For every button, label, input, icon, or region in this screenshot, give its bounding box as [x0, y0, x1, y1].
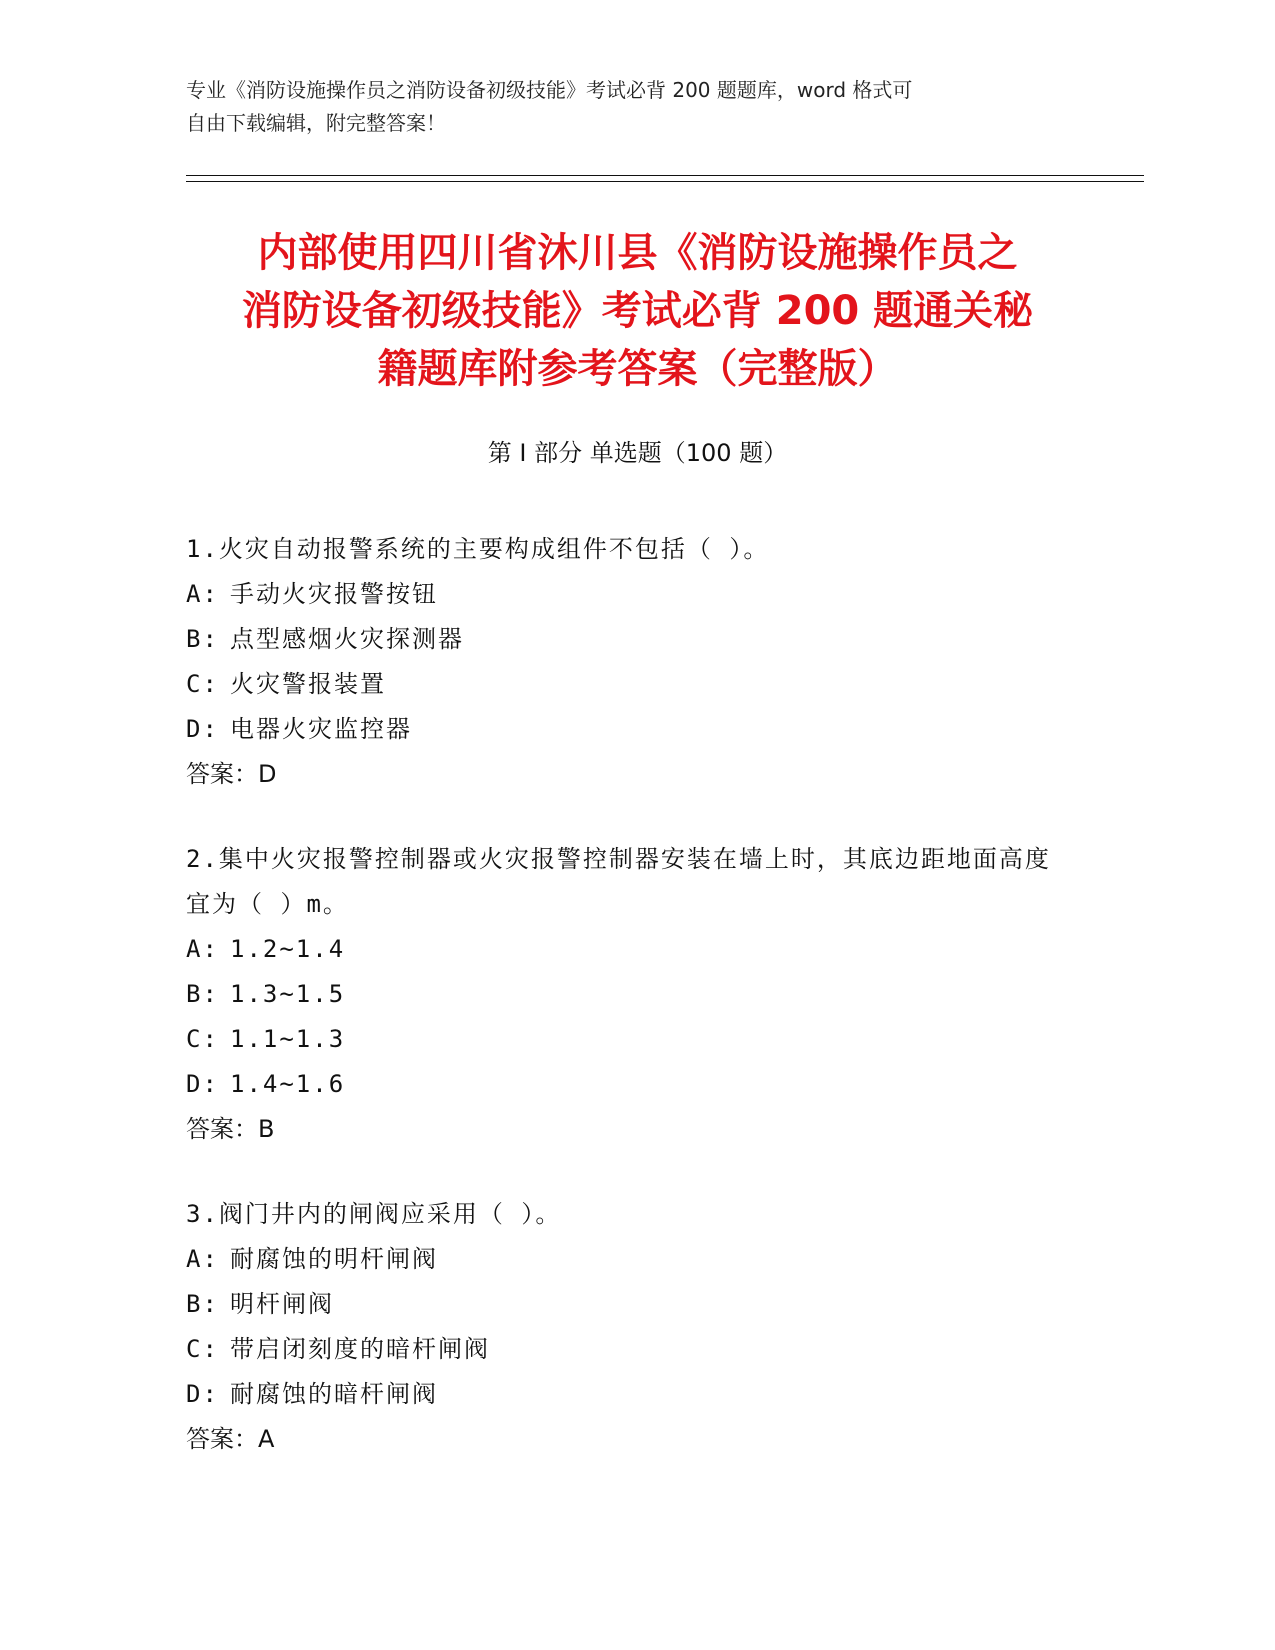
option-text: 明杆闸阀	[230, 1290, 334, 1318]
answer-line: 答案：D	[186, 760, 277, 788]
option-text: 1.2~1.4	[230, 935, 346, 963]
option-b	[186, 1282, 1066, 1327]
option-c	[186, 662, 1066, 707]
option-text: 点型感烟火灾探测器	[230, 625, 464, 653]
option-text: 手动火灾报警按钮	[230, 580, 438, 608]
option-letter: C:	[186, 670, 219, 698]
title-line-1: 内部使用四川省沐川县《消防设施操作员之	[257, 230, 1018, 276]
option-text: 1.3~1.5	[230, 980, 346, 1008]
option-letter: A:	[186, 1245, 219, 1273]
option-letter: C:	[186, 1025, 219, 1053]
option-text: 1.4~1.6	[230, 1070, 346, 1098]
option-text: 火灾警报装置	[230, 670, 386, 698]
question-1	[186, 527, 1066, 797]
title-line-3: 籍题库附参考答案（完整版）	[377, 346, 898, 392]
option-c	[186, 1017, 1066, 1062]
question-stem: 1.火灾自动报警系统的主要构成组件不包括（ ）。	[186, 535, 770, 563]
option-letter: D:	[186, 1070, 219, 1098]
option-a	[186, 927, 1066, 972]
answer-line: 答案：A	[186, 1425, 275, 1453]
question-3	[186, 1192, 1066, 1462]
question-list	[186, 527, 1066, 1502]
question-stem: 2.集中火灾报警控制器或火灾报警控制器安装在墙上时，其底边距地面高度宜为（ ）m。	[186, 845, 1051, 918]
header-divider-bottom	[186, 181, 1144, 182]
option-letter: A:	[186, 580, 219, 608]
option-d	[186, 1062, 1066, 1107]
option-text: 耐腐蚀的暗杆闸阀	[230, 1380, 438, 1408]
header-note	[186, 74, 1066, 140]
option-b	[186, 972, 1066, 1017]
option-a	[186, 1237, 1066, 1282]
header-divider-top	[186, 175, 1144, 176]
option-c	[186, 1327, 1066, 1372]
option-d	[186, 707, 1066, 752]
option-d	[186, 1372, 1066, 1417]
option-a	[186, 572, 1066, 617]
section-heading: 第 I 部分 单选题（100 题）	[487, 439, 788, 467]
header-note-line-2: 自由下载编辑，附完整答案！	[186, 111, 446, 135]
question-stem: 3.阀门井内的闸阀应采用（ ）。	[186, 1200, 562, 1228]
option-letter: B:	[186, 980, 219, 1008]
option-letter: C:	[186, 1335, 219, 1363]
option-letter: D:	[186, 715, 219, 743]
header-note-line-1: 专业《消防设施操作员之消防设备初级技能》考试必背 200 题题库，word 格式可	[186, 78, 913, 102]
document-title	[150, 224, 1125, 398]
option-letter: B:	[186, 625, 219, 653]
title-line-2: 消防设备初级技能》考试必背 200 题通关秘	[241, 288, 1034, 334]
option-text: 电器火灾监控器	[230, 715, 412, 743]
option-text: 耐腐蚀的明杆闸阀	[230, 1245, 438, 1273]
option-letter: A:	[186, 935, 219, 963]
option-text: 1.1~1.3	[230, 1025, 346, 1053]
answer-line: 答案：B	[186, 1115, 275, 1143]
option-letter: B:	[186, 1290, 219, 1318]
option-text: 带启闭刻度的暗杆闸阀	[230, 1335, 490, 1363]
option-b	[186, 617, 1066, 662]
question-2	[186, 837, 1066, 1152]
option-letter: D:	[186, 1380, 219, 1408]
